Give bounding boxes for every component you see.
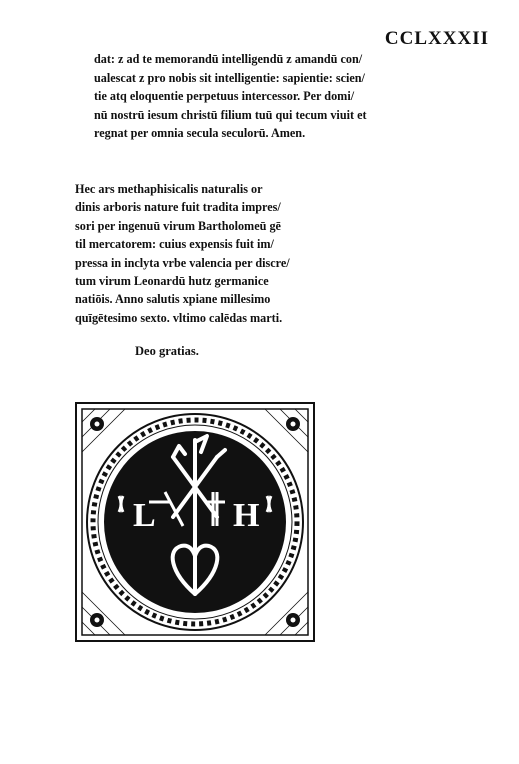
- text-line: dat: z ad te memorandū intelligendū z amandū con/: [94, 52, 363, 66]
- deo-gratias: Deo gratias.: [135, 344, 199, 358]
- mark-letter-left: L: [133, 497, 156, 534]
- text-line: natiōis. Anno salutis xpiane millesimo: [75, 292, 271, 307]
- text-line: dinis arboris nature fuit tradita impres/: [75, 200, 281, 215]
- text-line: til mercatorem: cuius expensis fuit im/: [75, 237, 274, 252]
- folio-number: CCLXXXII: [384, 28, 489, 49]
- printer-mark: [75, 402, 315, 642]
- text-line: tie atq eloquentie perpetuus intercessor. Per domi/: [94, 89, 355, 104]
- mark-letter-right: H: [233, 497, 260, 534]
- text-line: nū nostrū iesum christū filium tuū qui tecum viuit et: [94, 107, 367, 122]
- text-line: regnat per omnia secula seculorū. Amen.: [94, 126, 306, 141]
- text-line: Hec ars methaphisicalis naturalis or: [75, 182, 263, 196]
- text-line: tum virum Leonardū hutz germanice: [75, 274, 269, 289]
- text-line: quīgētesimo sexto. vltimo calēdas marti.: [75, 310, 283, 325]
- closing-prayer-paragraph: [94, 50, 374, 143]
- text-line: pressa in inclyta vrbe valencia per discre/: [75, 255, 290, 270]
- text-line: sori per ingenuū virum Bartholomeū gē: [75, 218, 281, 233]
- colophon-paragraph: [75, 180, 337, 327]
- text-line: ualescat z pro nobis sit intelligentie: sapientie: scien/: [94, 70, 365, 85]
